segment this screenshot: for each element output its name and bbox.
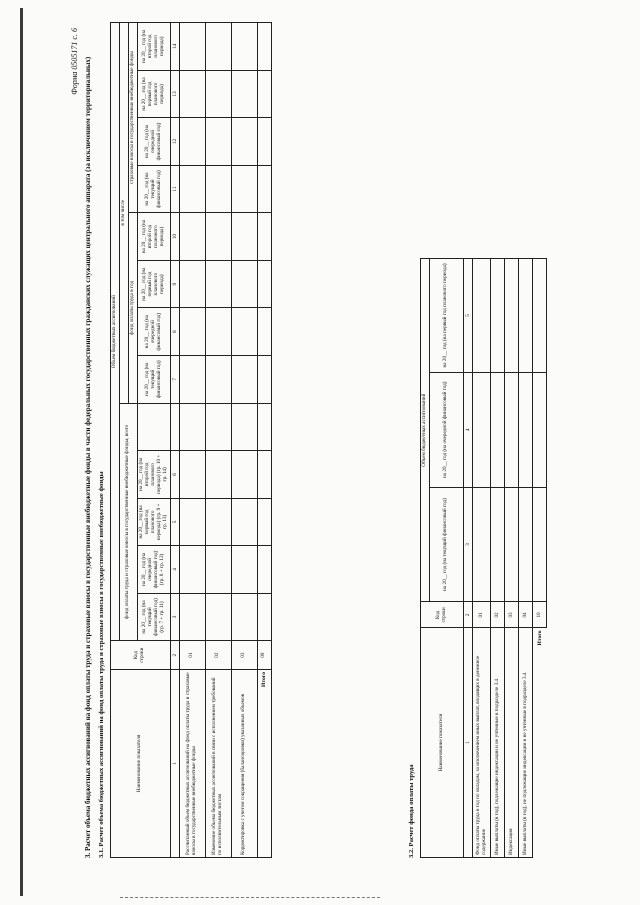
year-header: на 20__ год (на очередной финансовый год)	[137, 308, 170, 356]
column-number	[170, 403, 179, 451]
column-number: 6	[170, 451, 179, 499]
row-label: Иные выплаты (в год), не подлежащие индексации и не учтенные в подразделе 3.4	[519, 628, 533, 858]
scan-edge	[20, 8, 23, 896]
row-code: 02	[205, 641, 231, 670]
column-number: 14	[170, 23, 179, 71]
year-header: на 20__ год (на первый год планового периода)	[429, 259, 463, 373]
column-number: 3	[463, 487, 472, 602]
year-header: на 20__ год (на текущий финансовый год)	[429, 487, 463, 602]
row-code: 03	[505, 602, 519, 628]
table-row	[179, 23, 205, 858]
table-row	[473, 259, 491, 858]
column-number: 11	[170, 165, 179, 213]
year-header: на 20__ год (на текущий финансовый год)	[137, 355, 170, 403]
column-number: 5	[170, 498, 179, 546]
col-name-header: Наименование показателя	[421, 628, 464, 858]
row-code: 01	[473, 602, 491, 628]
row-label: Иные выплаты (в год), подлежащие индексации и не учтенные в подразделе 3.4	[491, 628, 505, 858]
row-label: Индексация	[505, 628, 519, 858]
table-row	[205, 23, 231, 858]
subsection-3-2-title: 3.2. Расчет фонда оплаты труда	[408, 764, 415, 858]
total-label: Итого	[536, 630, 543, 646]
year-header: на 20__ год (на второй год планового периода) (гр. 10 + гр. 14)	[137, 451, 170, 499]
row-label: Изменение объема бюджетных ассигнований в связи с исполнением требований по исполнительным листам	[205, 670, 231, 858]
row-code: 01	[179, 641, 205, 670]
year-header: на 20__ год (на очередной финансовый год) (гр. 8 + гр. 12)	[137, 546, 170, 594]
year-header	[137, 403, 170, 451]
form-number: Форма 0505171 с. 6	[70, 28, 79, 95]
column-number: 10	[170, 213, 179, 261]
row-label: Фонд оплаты труда в год по окладам, за исключением иных выплат, входящих в денежное содержание	[473, 628, 491, 858]
column-number: 12	[170, 118, 179, 166]
row-label: Рассчитанный объем бюджетных ассигнований на фонд оплаты труда и страховые взносы в государственные внебюджетные фонды	[179, 670, 205, 858]
table-row	[533, 259, 547, 858]
column-number: 13	[170, 70, 179, 118]
column-number: 4	[463, 372, 472, 487]
row-label: Корректировка с учетом сокращения (балансировки) указанных объемов	[231, 670, 257, 858]
year-header: на 20__ год (на очередной финансовый год)	[429, 372, 463, 487]
rotated-document	[70, 22, 618, 858]
table-row	[257, 23, 271, 858]
year-header: на 20__ год (на первый год планового периода)	[137, 260, 170, 308]
table-row	[519, 259, 533, 858]
total-label: Итого	[257, 670, 271, 858]
subsection-3-1-title: 3.1. Расчет объема бюджетных ассигнований на фонд оплаты труда и страховые взносы в государственные внебюджетные фонды	[98, 471, 105, 858]
column-number: 8	[170, 308, 179, 356]
fund-total-header: фонд оплаты труда и страховые взносы в государственные внебюджетные фонды, всего	[119, 403, 137, 641]
col-name-header: Наименование показателя	[111, 670, 171, 858]
year-header: на 20__ год (на очередной финансовый год)	[137, 118, 170, 166]
fund-pay-header: фонд оплаты труда в год	[128, 213, 137, 403]
column-number: 1	[463, 628, 472, 858]
column-number: 3	[170, 593, 179, 641]
table-row	[505, 259, 519, 858]
total-code: 10	[533, 602, 547, 628]
scan-bottom-mark	[120, 897, 380, 898]
column-number: 9	[170, 260, 179, 308]
volume-header: Объем бюджетных ассигнований	[111, 23, 120, 641]
volume-header: Объем бюджетных ассигнований	[421, 259, 430, 602]
year-header: на 20__ год (на текущий финансовый год) (гр. 7 + гр. 11)	[137, 593, 170, 641]
table-3-1	[110, 22, 272, 858]
total-code: 09	[257, 641, 271, 670]
column-number: 2	[170, 641, 179, 670]
row-code: 03	[231, 641, 257, 670]
row-code: 02	[491, 602, 505, 628]
row-code: 04	[519, 602, 533, 628]
column-number: 2	[463, 602, 472, 628]
column-number: 7	[170, 355, 179, 403]
column-number: 5	[463, 259, 472, 373]
year-header: на 20__ год (на второй год планового периода)	[137, 23, 170, 71]
column-number: 4	[170, 546, 179, 594]
table-row	[231, 23, 257, 858]
year-header: на 20__ год (на первый год планового периода) (гр. 9 + гр. 13)	[137, 498, 170, 546]
col-code-header: Код строки	[111, 641, 171, 670]
year-header: на 20__ год (на второй год планового периода)	[137, 213, 170, 261]
section-title: 3. Расчет объема бюджетных ассигнований на фонд оплаты труда и страховые взносы в государственные внебюджетные фонды в части федеральных государственных гражданских служащих центрального аппарата (за исключением территориальных)	[84, 56, 92, 858]
col-code-header: Код строки	[421, 602, 464, 628]
year-header: на 20__ год (на текущий финансовый год)	[137, 165, 170, 213]
table-3-2	[420, 258, 547, 858]
including-header: в том числе	[119, 23, 128, 404]
year-header: на 20__ год (на первый год планового периода)	[137, 70, 170, 118]
column-number: 1	[170, 670, 179, 858]
table-row	[491, 259, 505, 858]
insurance-header: страховые взносы в государственные внебюджетные фонды	[128, 23, 137, 213]
